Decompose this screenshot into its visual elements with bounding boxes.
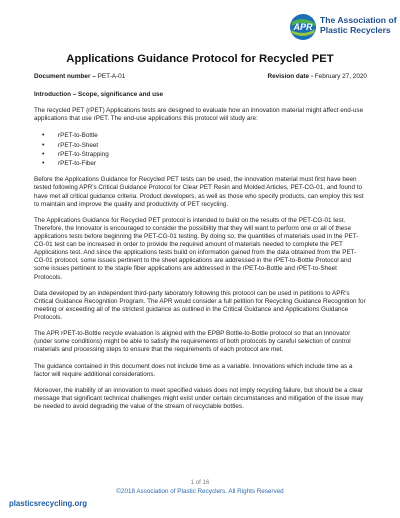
apr-logo [288,12,397,42]
org-name-line1: The Association of [320,15,397,25]
paragraph-7: Moreover, the inability of an innovation to meet specified values does not imply recycling failure, but should be a clear message that significant technical challenges might exist under certain circumstances and mitigation of the issue may be needed to avoid degrading the value of the stream of recyclable bottles. [34,386,364,410]
revision-date-label: Revision date - [267,73,313,80]
document-number-value: PET-A-01 [97,73,126,80]
revision-date [268,73,367,80]
org-name-line2: Plastic Recyclers [320,25,391,35]
document-meta [34,73,367,80]
list-item: • rPET-to-Sheet [42,141,366,150]
paragraph-4: Data developed by an independent third-party laboratory following this protocol can be used in petitions to APR’s Critical Guidance Recognition Program. The APR would consider a full petition for Recycling Guidance Recognition for meeting or exceeding all of the strictest guidance as outlined in the Critical Guidance and Applications Guidance Protocols. [34,289,366,321]
applications-list [42,131,366,168]
revision-date-value: February 27, 2020 [314,73,367,80]
apr-globe-icon [288,12,320,42]
page-number: 1 of 16 [190,479,210,486]
website-link[interactable]: plasticsrecycling.org [9,499,87,508]
paragraph-5: The APR rPET-to-Bottle recycle evaluation is aligned with the EPBP Bottle-to-Bottle protocol so that an Innovator (under some conditions) might be able to satisfy the requirements of both protocols by careful selection of control materials and processing steps to ensure that the requirements of each protocol are met. [34,330,351,354]
apr-logo-text: APR [293,22,313,32]
document-number-label: Document number – [34,73,96,80]
document-number [34,73,125,80]
document-title: Applications Guidance Protocol for Recycled PET [66,53,334,65]
document-body [34,91,366,419]
paragraph-1: The recycled PET (rPET) Applications tests are designed to evaluate how an innovation material might affect end-use applications that use rPET. The end-use applications this protocol will study are: [34,107,364,123]
list-item: • rPET-to-Strapping [42,150,366,159]
org-name [320,15,397,35]
paragraph-2: Before the Applications Guidance for Recycled PET tests can be used, the innovation material must first have been tested following APR’s Critical Guidance Protocol for Clear PET Resin and Molded Articles, PET-CG-01, and found to have met all critical guidance criteria. Product developers, as well as those who specify products, can employ this test to maintain and improve the quality and productivity of PET recycling. [34,176,364,208]
paragraph-3: The Applications Guidance for Recycled PET protocol is intended to build on the results of the PET-CG-01 test. Therefore, the Innovator is encouraged to consider the possibility that they will want to perform one or all of these applications tests before beginning the PET-CG-01 testing. By doing so, the quantities of materials used in the PET-CG-01 test can be increased in order to provide the required amount of materials needed to complete the PET Applications test. And since the applications tests build on information gained from the data obtained from the PET-CG-01 protocol, some issues pertinent to the sheet applications are addressed in the rPET-to-Bottle Protocol and some issues pertinent to the staple fiber applications are addressed in the rPET-to-Bottle and rPET-to-Sheet Protocols. [34,216,359,281]
list-item: • rPET-to-Fiber [42,159,366,168]
paragraph-6: The guidance contained in this document does not include time as a variable. Innovations which include time as a factor will require additional considerations. [34,362,353,378]
list-item: • rPET-to-Bottle [42,131,366,140]
copyright-notice: ©2018 Association of Plastic Recyclers. All Rights Reserved [116,488,284,495]
section-heading: Introduction – Scope, significance and use [34,91,164,98]
